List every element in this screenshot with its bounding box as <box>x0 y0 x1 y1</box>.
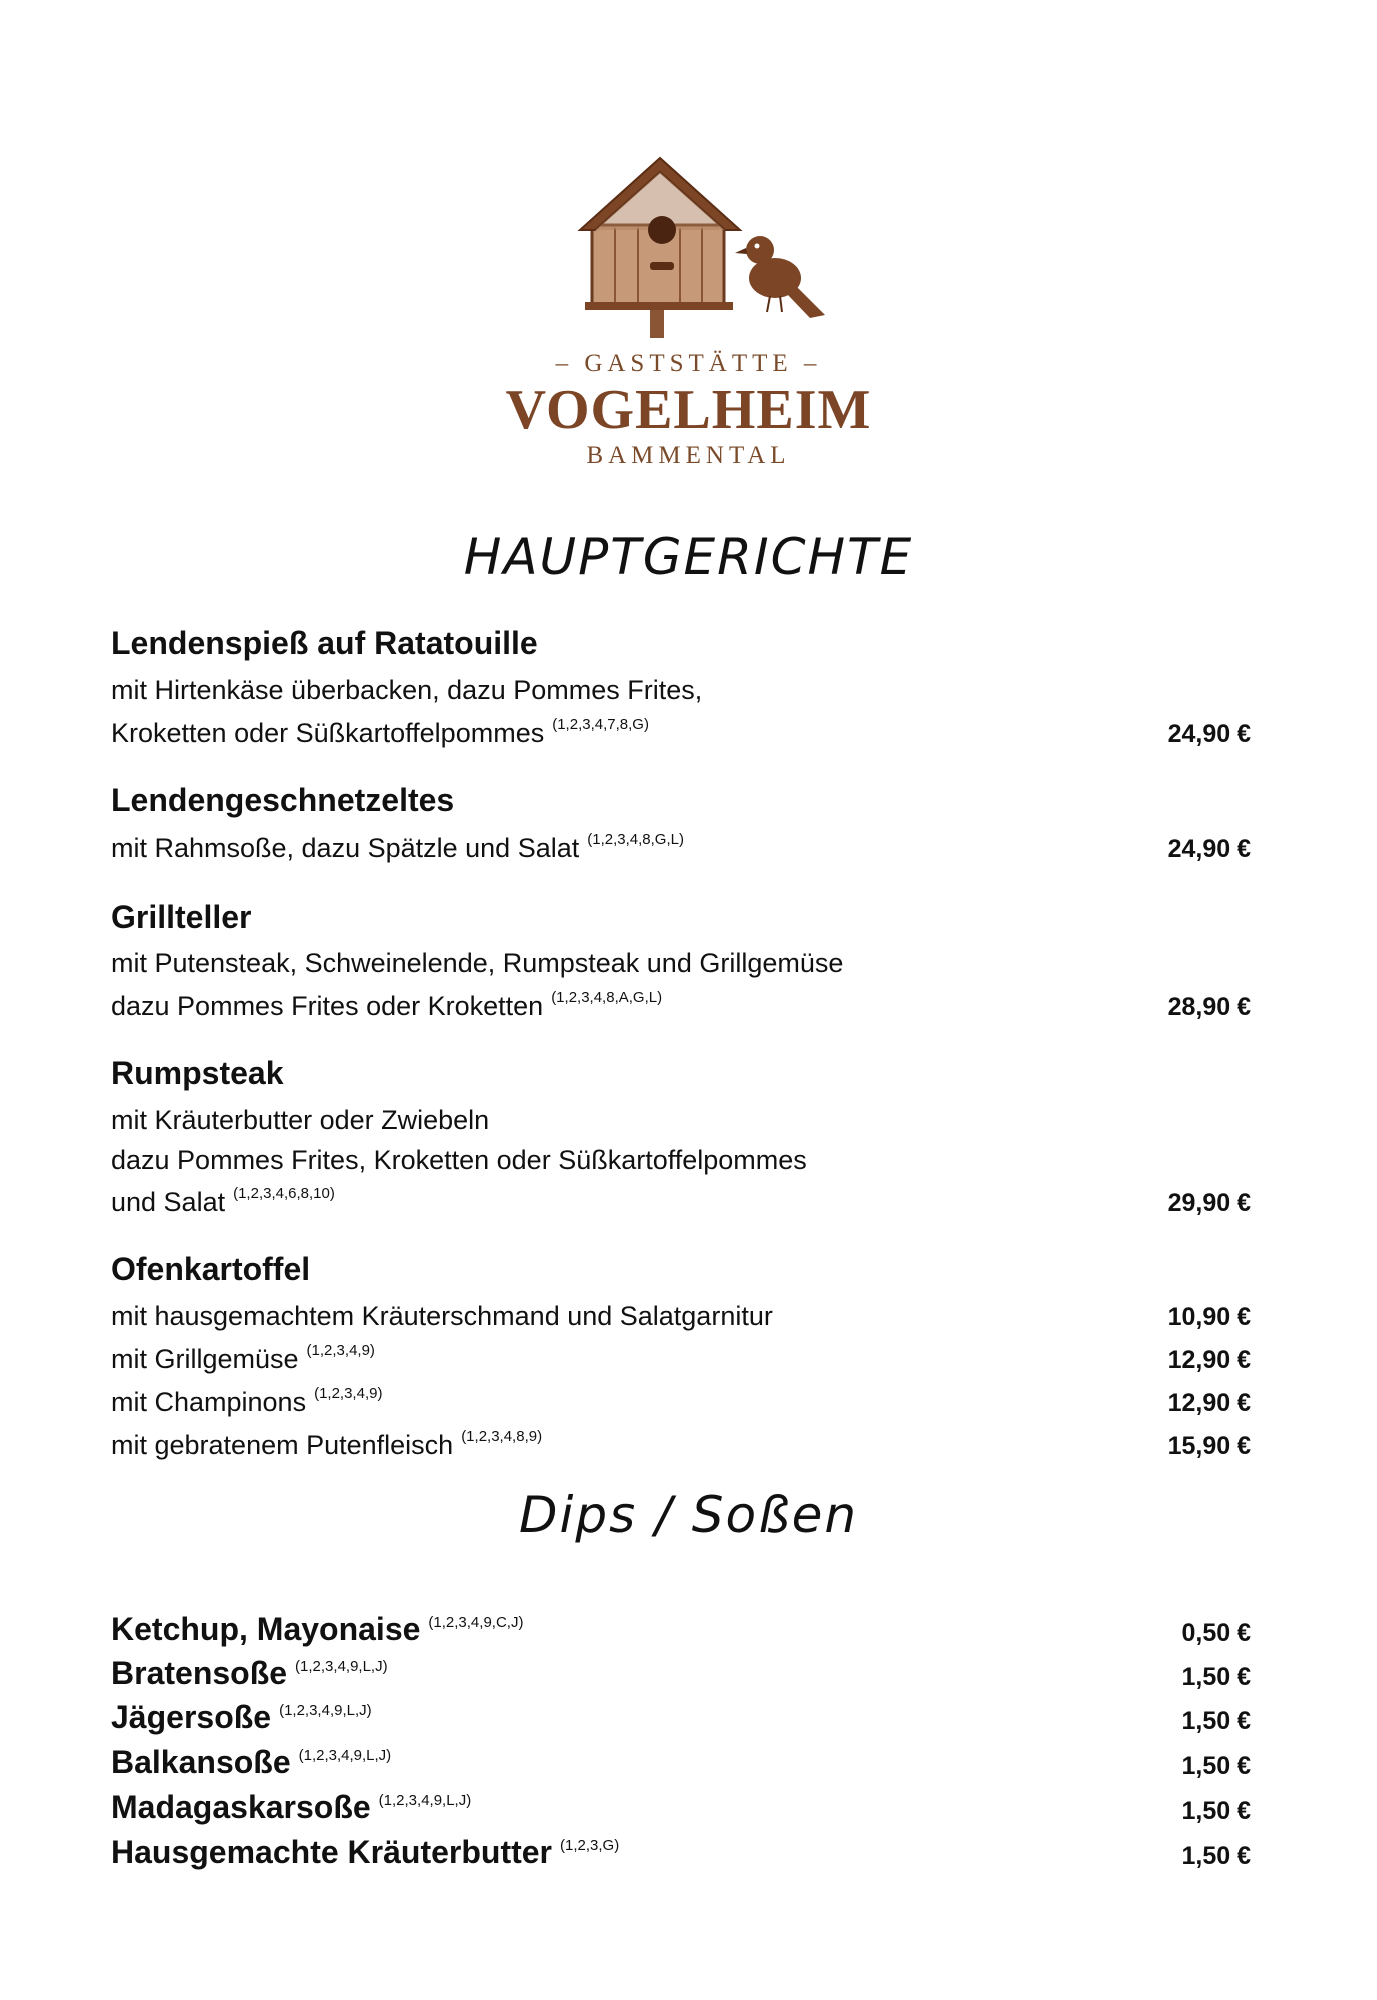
dip-row <box>111 1610 1251 1654</box>
dish-desc: mit Putensteak, Schweinelende, Rumpsteak und Grillgemüse <box>111 948 844 978</box>
dish-desc-row <box>111 1180 1251 1224</box>
dish-price: 10,90 € <box>1167 1303 1251 1331</box>
dish-desc-row <box>111 711 1251 755</box>
dip-price: 1,50 € <box>1181 1752 1251 1780</box>
dish-desc-row <box>111 1098 1251 1142</box>
dish-desc: dazu Pommes Frites, Kroketten oder Süßkartoffelpommes <box>111 1145 807 1175</box>
dish-desc-row <box>111 941 1251 985</box>
dish-option-row <box>111 1294 1251 1338</box>
dip-name: Madagaskarsoße <box>111 1789 371 1825</box>
allergen-codes: (1,2,3,4,6,8,10) <box>233 1185 335 1202</box>
dish-price: 12,90 € <box>1167 1389 1251 1417</box>
dip-price: 1,50 € <box>1181 1707 1251 1735</box>
brand-prefix: – GASTSTÄTTE – <box>555 350 822 377</box>
dish-title-row <box>111 624 1251 668</box>
dish-title-row <box>111 898 1251 942</box>
section-heading-dips: Dips / Soßen <box>518 1486 859 1544</box>
dish-option-row <box>111 1423 1251 1467</box>
dip-row <box>111 1743 1251 1787</box>
dish-title: Rumpsteak <box>111 1055 284 1091</box>
dish-price: 24,90 € <box>1167 835 1251 863</box>
brand-name: VOGELHEIM <box>505 379 872 441</box>
dish-price: 15,90 € <box>1167 1432 1251 1460</box>
allergen-codes: (1,2,3,4,8,9) <box>461 1428 543 1445</box>
dish-desc-row <box>111 1138 1251 1182</box>
section-heading-main: HAUPTGERICHTE <box>463 528 914 586</box>
dip-name: Balkansoße <box>111 1744 291 1780</box>
allergen-codes: (1,2,3,4,9) <box>306 1342 375 1359</box>
dip-name: Ketchup, Mayonaise <box>111 1611 421 1647</box>
dish-desc: und Salat <box>111 1187 226 1217</box>
birdhouse-icon <box>570 150 830 340</box>
dish-option: mit gebratenem Putenfleisch <box>111 1430 454 1460</box>
dish-price: 29,90 € <box>1167 1189 1251 1217</box>
dip-row <box>111 1833 1251 1877</box>
dish-option: mit Grillgemüse <box>111 1344 299 1374</box>
dip-row <box>111 1698 1251 1742</box>
dish-desc-row <box>111 668 1251 712</box>
dip-price: 1,50 € <box>1181 1663 1251 1691</box>
dish-desc-row <box>111 826 1251 870</box>
dish-desc-row <box>111 984 1251 1028</box>
allergen-codes: (1,2,3,4,9,L,J) <box>378 1792 472 1809</box>
dip-price: 0,50 € <box>1181 1619 1251 1647</box>
dish-option-row <box>111 1380 1251 1424</box>
dip-row <box>111 1654 1251 1698</box>
dish-desc: Kroketten oder Süßkartoffelpommes <box>111 718 545 748</box>
dish-title: Ofenkartoffel <box>111 1251 311 1287</box>
dish-title: Grillteller <box>111 899 252 935</box>
dish-desc: mit Hirtenkäse überbacken, dazu Pommes Frites, <box>111 675 703 705</box>
dish-price: 12,90 € <box>1167 1346 1251 1374</box>
dip-price: 1,50 € <box>1181 1842 1251 1870</box>
dish-desc: dazu Pommes Frites oder Kroketten <box>111 991 544 1021</box>
dish-desc: mit Rahmsoße, dazu Spätzle und Salat <box>111 833 580 863</box>
dip-name: Bratensoße <box>111 1655 288 1691</box>
brand-city: BAMMENTAL <box>586 442 791 469</box>
dish-desc: mit Kräuterbutter oder Zwiebeln <box>111 1105 490 1135</box>
dish-option: mit Champinons <box>111 1387 307 1417</box>
dip-name: Hausgemachte Kräuterbutter <box>111 1834 552 1870</box>
dip-row <box>111 1788 1251 1832</box>
allergen-codes: (1,2,3,4,8,G,L) <box>587 831 684 848</box>
dish-title-row <box>111 1250 1251 1294</box>
dip-price: 1,50 € <box>1181 1797 1251 1825</box>
dish-title: Lendengeschnetzeltes <box>111 782 455 818</box>
dip-name: Jägersoße <box>111 1699 272 1735</box>
dish-option-row <box>111 1337 1251 1381</box>
allergen-codes: (1,2,3,4,9,C,J) <box>428 1614 524 1631</box>
allergen-codes: (1,2,3,4,9,L,J) <box>279 1702 372 1719</box>
allergen-codes: (1,2,3,4,8,A,G,L) <box>551 989 663 1006</box>
dish-option: mit hausgemachtem Kräuterschmand und Salatgarnitur <box>111 1301 773 1331</box>
allergen-codes: (1,2,3,4,9,L,J) <box>295 1658 388 1675</box>
dish-price: 28,90 € <box>1167 993 1251 1021</box>
allergen-codes: (1,2,3,4,7,8,G) <box>552 716 649 733</box>
allergen-codes: (1,2,3,4,9,L,J) <box>298 1747 392 1764</box>
allergen-codes: (1,2,3,G) <box>560 1837 620 1854</box>
restaurant-logo <box>0 150 1377 480</box>
dish-title: Lendenspieß auf Ratatouille <box>111 625 538 661</box>
dish-price: 24,90 € <box>1167 720 1251 748</box>
dish-title-row <box>111 781 1251 825</box>
allergen-codes: (1,2,3,4,9) <box>314 1385 383 1402</box>
dish-title-row <box>111 1054 1251 1098</box>
